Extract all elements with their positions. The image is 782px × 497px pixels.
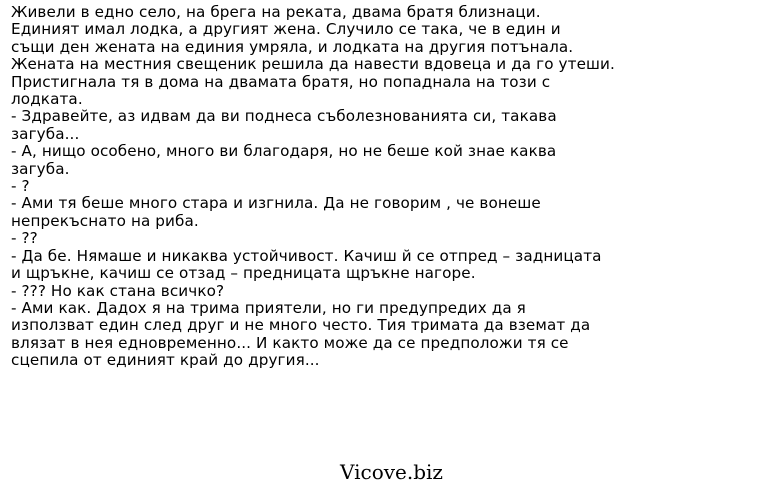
- text-line: загуба...: [11, 124, 80, 143]
- site-watermark: Vicove.biz: [340, 460, 443, 484]
- text-line: непрекъснато на риба.: [11, 211, 199, 230]
- text-line: използват един след друг и не много често. Тия тримата да вземат да: [11, 316, 591, 335]
- joke-text: [11, 4, 776, 370]
- text-line: - Ами как. Дадох я на трима приятели, но ги предупредих да я: [11, 298, 526, 317]
- text-line: Единият имал лодка, а другият жена. Случило се така, че в един и: [11, 20, 561, 39]
- text-line: - ?: [11, 177, 30, 196]
- text-line: същи ден жената на единия умряла, и лодката на другия потънала.: [11, 37, 574, 56]
- text-line: влязат в нея едновременно... И както може да се предположи тя се: [11, 333, 569, 352]
- text-line: и щръкне, качиш се отзад – предницата щръкне нагоре.: [11, 264, 476, 283]
- text-line: - Ами тя беше много стара и изгнила. Да не говорим , че вонеше: [11, 194, 541, 213]
- text-line: Жената на местния свещеник решила да навести вдовеца и да го утеши.: [11, 55, 615, 74]
- text-line: загуба.: [11, 159, 70, 178]
- text-line: лодката.: [11, 90, 83, 109]
- text-line: Живели в едно село, на брега на реката, двама братя близнаци.: [11, 3, 541, 21]
- text-line: - Да бе. Нямаше и никаква устойчивост. Качиш й се отпред – задницата: [11, 246, 602, 265]
- text-line: - А, нищо особено, много ви благодаря, но не беше кой знае каква: [11, 142, 557, 161]
- text-line: - ??? Но как стана всичко?: [11, 281, 225, 300]
- text-line: - ??: [11, 229, 38, 248]
- text-line: Пристигнала тя в дома на двамата братя, но попаднала на този с: [11, 72, 551, 91]
- text-line: - Здравейте, аз идвам да ви поднеса съболезнованията си, такава: [11, 107, 557, 126]
- text-line: сцепила от единият край до другия...: [11, 351, 320, 370]
